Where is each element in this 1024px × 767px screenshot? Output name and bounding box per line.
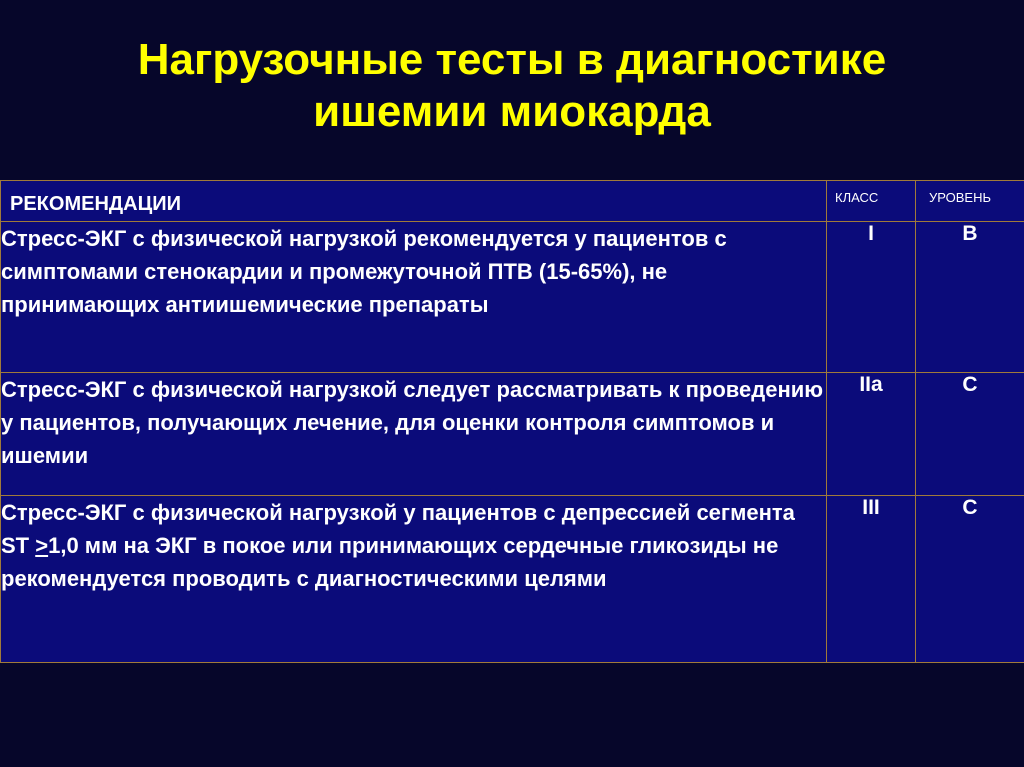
level-value: B [916,222,1024,373]
level-value: C [916,373,1024,496]
slide-title-line-1: Нагрузочные тесты в диагностике [137,35,887,84]
level-value: C [916,496,1024,663]
header-recommendations [1,181,827,222]
table-row [1,373,1024,496]
header-class-label: КЛАСС [835,190,879,205]
slide-title [0,34,1024,138]
class-value: I [827,222,916,373]
class-value: IIa [827,373,916,496]
slide-title-line-2: ишемии миокарда [313,87,711,136]
table-header-row [1,181,1024,222]
recommendation-text-part-1: Стресс-ЭКГ с физической нагрузкой у пациентов с депрессией сегмента ST [1,500,795,558]
header-level-label: УРОВЕНЬ [929,190,992,205]
header-recommendations-label: РЕКОМЕНДАЦИИ [10,193,181,215]
header-class [827,181,916,222]
recommendation-text: Стресс-ЭКГ с физической нагрузкой рекомендуется у пациентов с симптомами стенокардии и промежуточной ПТВ (15-65%), не принимающих антиишемические препараты [1,222,827,373]
recommendation-text [1,496,827,663]
recommendation-text-part-2: 1,0 мм на ЭКГ в покое или принимающих сердечные гликозиды не рекомендуется проводить с диагностическими целями [1,533,779,591]
recommendations-table [0,180,1024,663]
table-row [1,496,1024,663]
recommendation-text: Стресс-ЭКГ с физической нагрузкой следует рассматривать к проведению у пациентов, получающих лечение, для оценки контроля симптомов и ишемии [1,373,827,496]
table-row [1,222,1024,373]
class-value: III [827,496,916,663]
greater-or-equal-symbol: > [35,533,49,558]
header-level [916,181,1024,222]
